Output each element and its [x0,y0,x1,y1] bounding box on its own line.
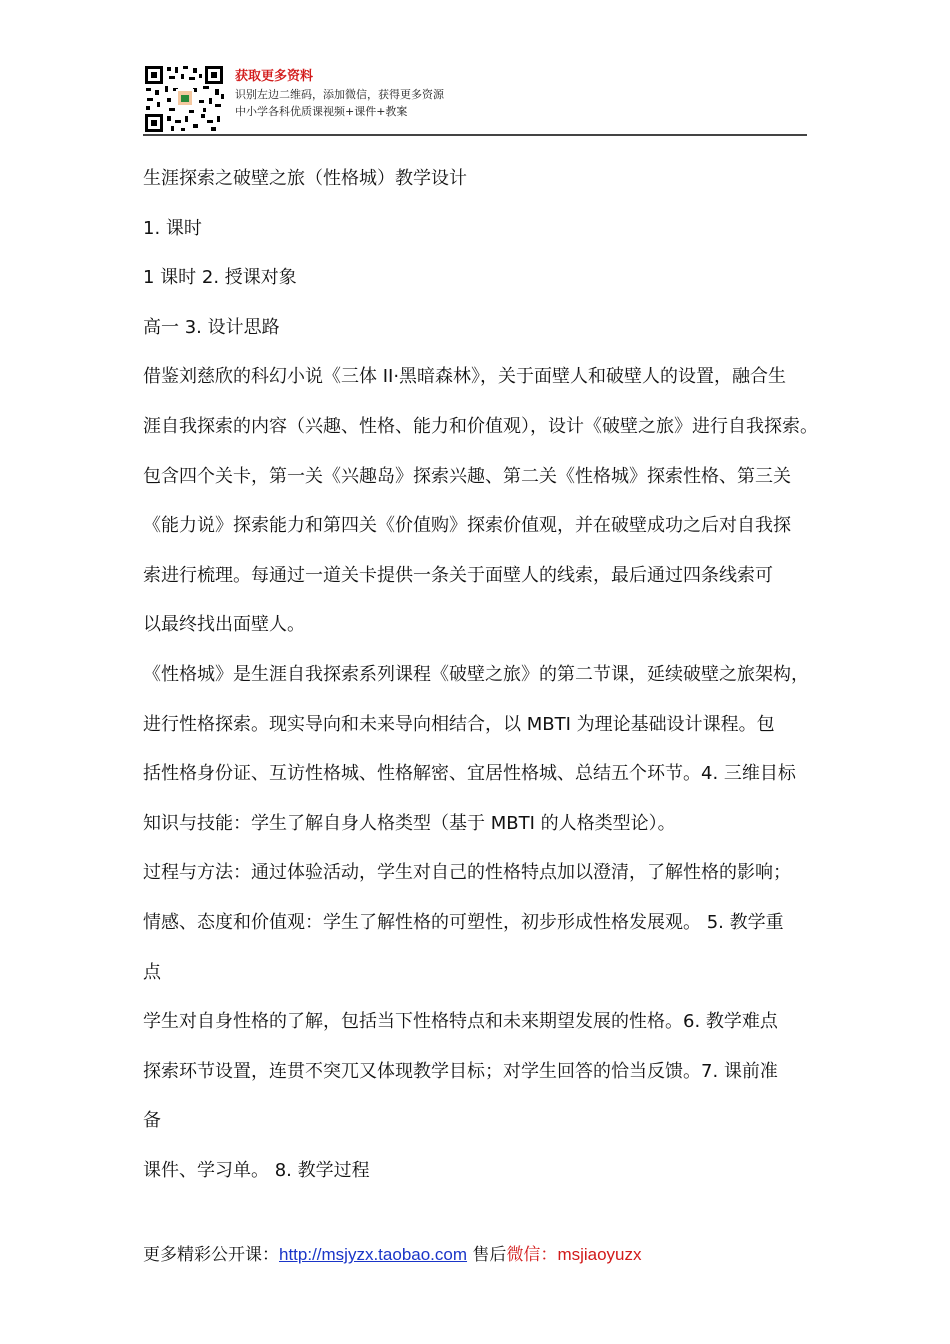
doc-line: 借鉴刘慈欣的科幻小说《三体 II·黑暗森林》，关于面壁人和破壁人的设置，融合生 [143,366,787,388]
doc-line: 1. 课时 [143,217,202,239]
header-divider [143,134,807,136]
footer-after-sale: 售后 [467,1245,507,1265]
header-line-1: 识别左边二维码，添加微信，获得更多资源 [235,88,444,101]
footer-link[interactable]: http://msjyzx.taobao.com [279,1245,468,1264]
doc-line: 过程与方法：通过体验活动，学生对自己的性格特点加以澄清，了解性格的影响； [143,862,791,884]
header-title: 获取更多资料 [235,69,314,84]
doc-line: 括性格身份证、互访性格城、性格解密、宜居性格城、总结五个环节。4. 三维目标 [143,763,796,785]
doc-line: 探索环节设置，连贯不突兀又体现教学目标；对学生回答的恰当反馈。7. 课前准 [143,1060,778,1082]
page-header [143,64,807,136]
page-footer [143,1240,642,1265]
doc-line: 以最终找出面壁人。 [143,614,305,636]
doc-line: 《性格城》是生涯自我探索系列课程《破壁之旅》的第二节课，延续破壁之旅架构， [143,663,809,685]
header-line-2: 中小学各科优质课视频+课件+教案 [235,105,408,118]
qr-code-icon [143,64,227,134]
doc-line: 1 课时 2. 授课对象 [143,267,297,289]
doc-line: 索进行梳理。每通过一道关卡提供一条关于面壁人的线索，最后通过四条线索可 [143,564,773,586]
doc-line: 课件、学习单。 8. 教学过程 [143,1159,370,1181]
document-body [143,154,823,1195]
doc-line: 学生对自身性格的了解，包括当下性格特点和未来期望发展的性格。6. 教学难点 [143,1011,778,1033]
doc-line: 高一 3. 设计思路 [143,316,280,338]
doc-line: 知识与技能：学生了解自身人格类型（基于 MBTI 的人格类型论）。 [143,812,676,834]
doc-line: 点 [143,961,161,983]
doc-line: 《能力说》探索能力和第四关《价值购》探索价值观，并在破壁成功之后对自我探 [143,515,791,537]
doc-line: 进行性格探索。现实导向和未来导向相结合，以 MBTI 为理论基础设计课程。包 [143,713,775,735]
footer-wechat-label: 微信： [506,1245,558,1265]
footer-wechat-id: msjiaoyuzx [557,1245,642,1264]
footer-prefix: 更多精彩公开课： [143,1245,279,1265]
doc-line: 备 [143,1110,161,1132]
doc-line: 涯自我探索的内容（兴趣、性格、能力和价值观），设计《破壁之旅》进行自我探索。 [143,415,818,437]
header-text-block [235,68,444,120]
doc-line: 情感、态度和价值观：学生了解性格的可塑性，初步形成性格发展观。 5. 教学重 [143,911,784,933]
doc-title: 生涯探索之破壁之旅（性格城）教学设计 [143,168,467,189]
doc-line: 包含四个关卡，第一关《兴趣岛》探索兴趣、第二关《性格城》探索性格、第三关 [143,465,791,487]
